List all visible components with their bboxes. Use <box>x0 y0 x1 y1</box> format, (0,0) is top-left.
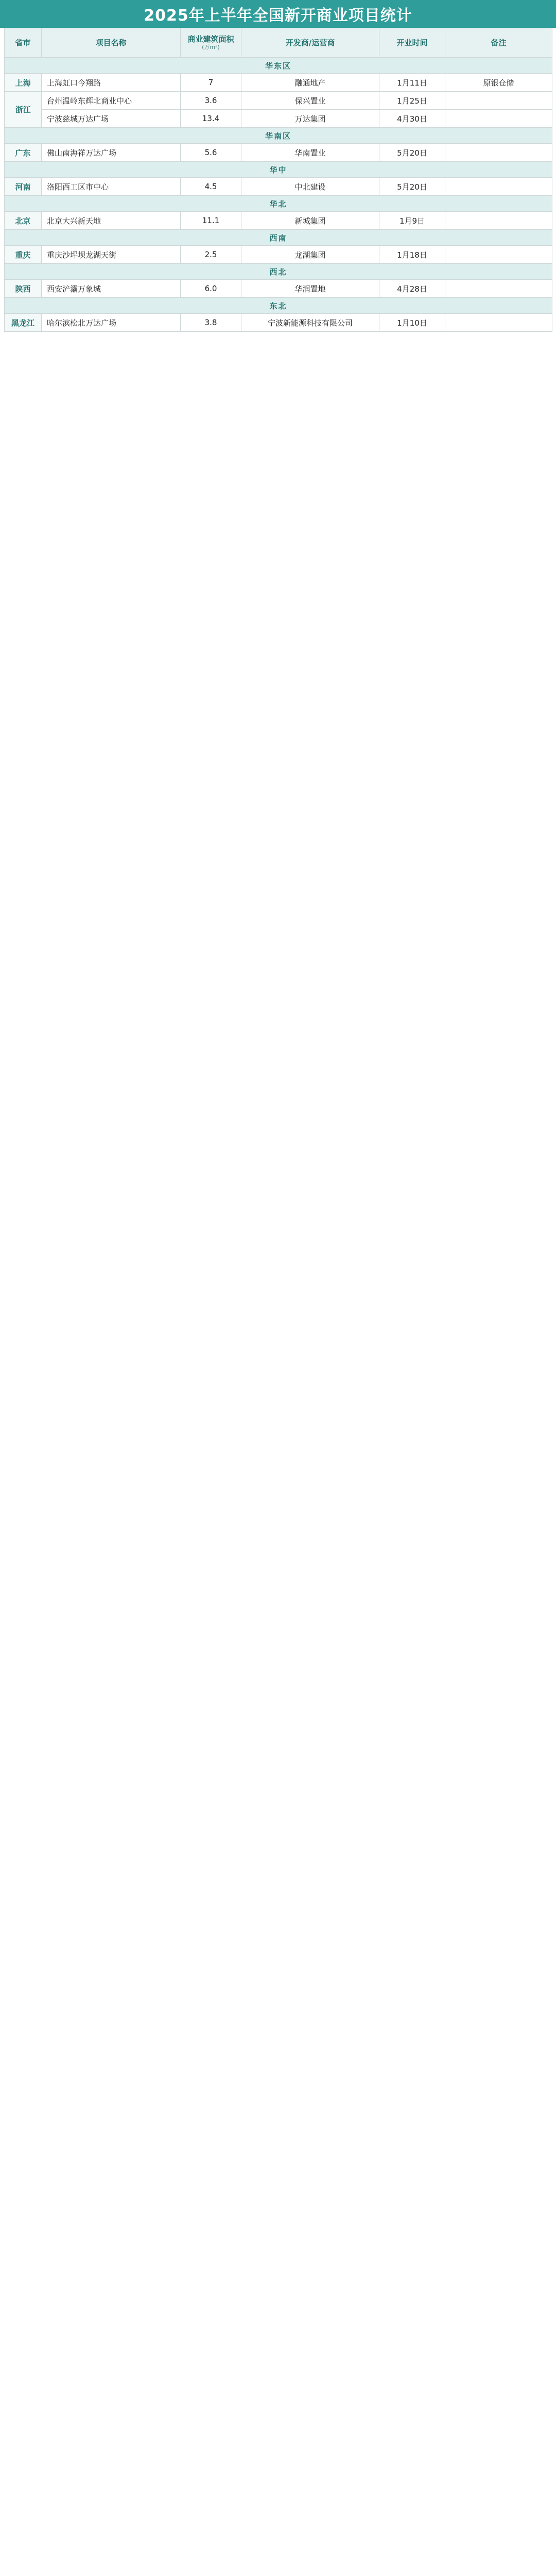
region-label: 华中 <box>5 162 552 178</box>
province-cell: 广东 <box>5 144 42 162</box>
remark-cell <box>445 280 552 298</box>
table-header <box>5 28 552 58</box>
remark-cell <box>445 246 552 264</box>
column-header-project: 项目名称 <box>42 28 181 58</box>
project-name-cell: 宁波慈城万达广场 <box>42 110 181 128</box>
open-date-cell: 1月25日 <box>379 92 445 110</box>
remark-cell <box>445 144 552 162</box>
project-name-cell: 台州温岭东辉北商业中心 <box>42 92 181 110</box>
province-cell: 北京 <box>5 212 42 230</box>
column-header-developer: 开发商/运营商 <box>241 28 379 58</box>
area-cell: 4.5 <box>181 178 241 196</box>
table-row <box>5 144 552 162</box>
column-header-area-unit: (万m²) <box>202 44 220 51</box>
project-name-cell: 西安浐灞万象城 <box>42 280 181 298</box>
developer-cell: 华南置业 <box>241 144 379 162</box>
remark-cell <box>445 314 552 332</box>
region-row <box>5 196 552 212</box>
projects-table <box>4 28 552 332</box>
open-date-cell: 4月30日 <box>379 110 445 128</box>
developer-cell: 华润置地 <box>241 280 379 298</box>
open-date-cell: 1月9日 <box>379 212 445 230</box>
developer-cell: 保兴置业 <box>241 92 379 110</box>
project-name-cell: 洛阳西工区市中心 <box>42 178 181 196</box>
project-name-cell: 重庆沙坪坝龙湖天街 <box>42 246 181 264</box>
area-cell: 3.6 <box>181 92 241 110</box>
region-row <box>5 128 552 144</box>
area-cell: 6.0 <box>181 280 241 298</box>
region-row <box>5 58 552 74</box>
remark-cell <box>445 178 552 196</box>
table-row <box>5 280 552 298</box>
region-row <box>5 264 552 280</box>
table-row <box>5 74 552 92</box>
developer-cell: 新城集团 <box>241 212 379 230</box>
open-date-cell: 1月11日 <box>379 74 445 92</box>
column-header-open-date: 开业时间 <box>379 28 445 58</box>
project-name-cell: 上海虹口今翔路 <box>42 74 181 92</box>
area-cell: 13.4 <box>181 110 241 128</box>
project-name-cell: 佛山南海祥万达广场 <box>42 144 181 162</box>
column-header-province: 省市 <box>5 28 42 58</box>
table-row <box>5 212 552 230</box>
province-cell: 河南 <box>5 178 42 196</box>
province-cell: 上海 <box>5 74 42 92</box>
table-row <box>5 178 552 196</box>
column-header-remark: 备注 <box>445 28 552 58</box>
developer-cell: 融通地产 <box>241 74 379 92</box>
column-header-area <box>181 28 241 58</box>
region-label: 东北 <box>5 298 552 314</box>
open-date-cell: 5月20日 <box>379 144 445 162</box>
region-label: 华东区 <box>5 58 552 74</box>
project-name-cell: 北京大兴新天地 <box>42 212 181 230</box>
open-date-cell: 1月10日 <box>379 314 445 332</box>
region-row <box>5 162 552 178</box>
area-cell: 7 <box>181 74 241 92</box>
developer-cell: 龙湖集团 <box>241 246 379 264</box>
area-cell: 5.6 <box>181 144 241 162</box>
page-title: 2025年上半年全国新开商业项目统计 <box>0 0 556 28</box>
region-label: 西北 <box>5 264 552 280</box>
project-name-cell: 哈尔滨松北万达广场 <box>42 314 181 332</box>
table-row <box>5 246 552 264</box>
province-cell: 重庆 <box>5 246 42 264</box>
region-label: 华北 <box>5 196 552 212</box>
table-body <box>5 58 552 332</box>
open-date-cell: 4月28日 <box>379 280 445 298</box>
column-header-area-label: 商业建筑面积 <box>187 35 234 44</box>
region-row <box>5 230 552 246</box>
area-cell: 11.1 <box>181 212 241 230</box>
area-cell: 3.8 <box>181 314 241 332</box>
region-row <box>5 298 552 314</box>
developer-cell: 宁波新能源科技有限公司 <box>241 314 379 332</box>
region-label: 华南区 <box>5 128 552 144</box>
province-cell: 浙江 <box>5 92 42 128</box>
table-row <box>5 92 552 110</box>
table-row <box>5 314 552 332</box>
table-row <box>5 110 552 128</box>
open-date-cell: 5月20日 <box>379 178 445 196</box>
province-cell: 黑龙江 <box>5 314 42 332</box>
remark-cell <box>445 110 552 128</box>
area-cell: 2.5 <box>181 246 241 264</box>
remark-cell <box>445 212 552 230</box>
developer-cell: 中北建设 <box>241 178 379 196</box>
remark-cell <box>445 92 552 110</box>
region-label: 西南 <box>5 230 552 246</box>
developer-cell: 万达集团 <box>241 110 379 128</box>
remark-cell: 原银仓储 <box>445 74 552 92</box>
open-date-cell: 1月18日 <box>379 246 445 264</box>
province-cell: 陕西 <box>5 280 42 298</box>
